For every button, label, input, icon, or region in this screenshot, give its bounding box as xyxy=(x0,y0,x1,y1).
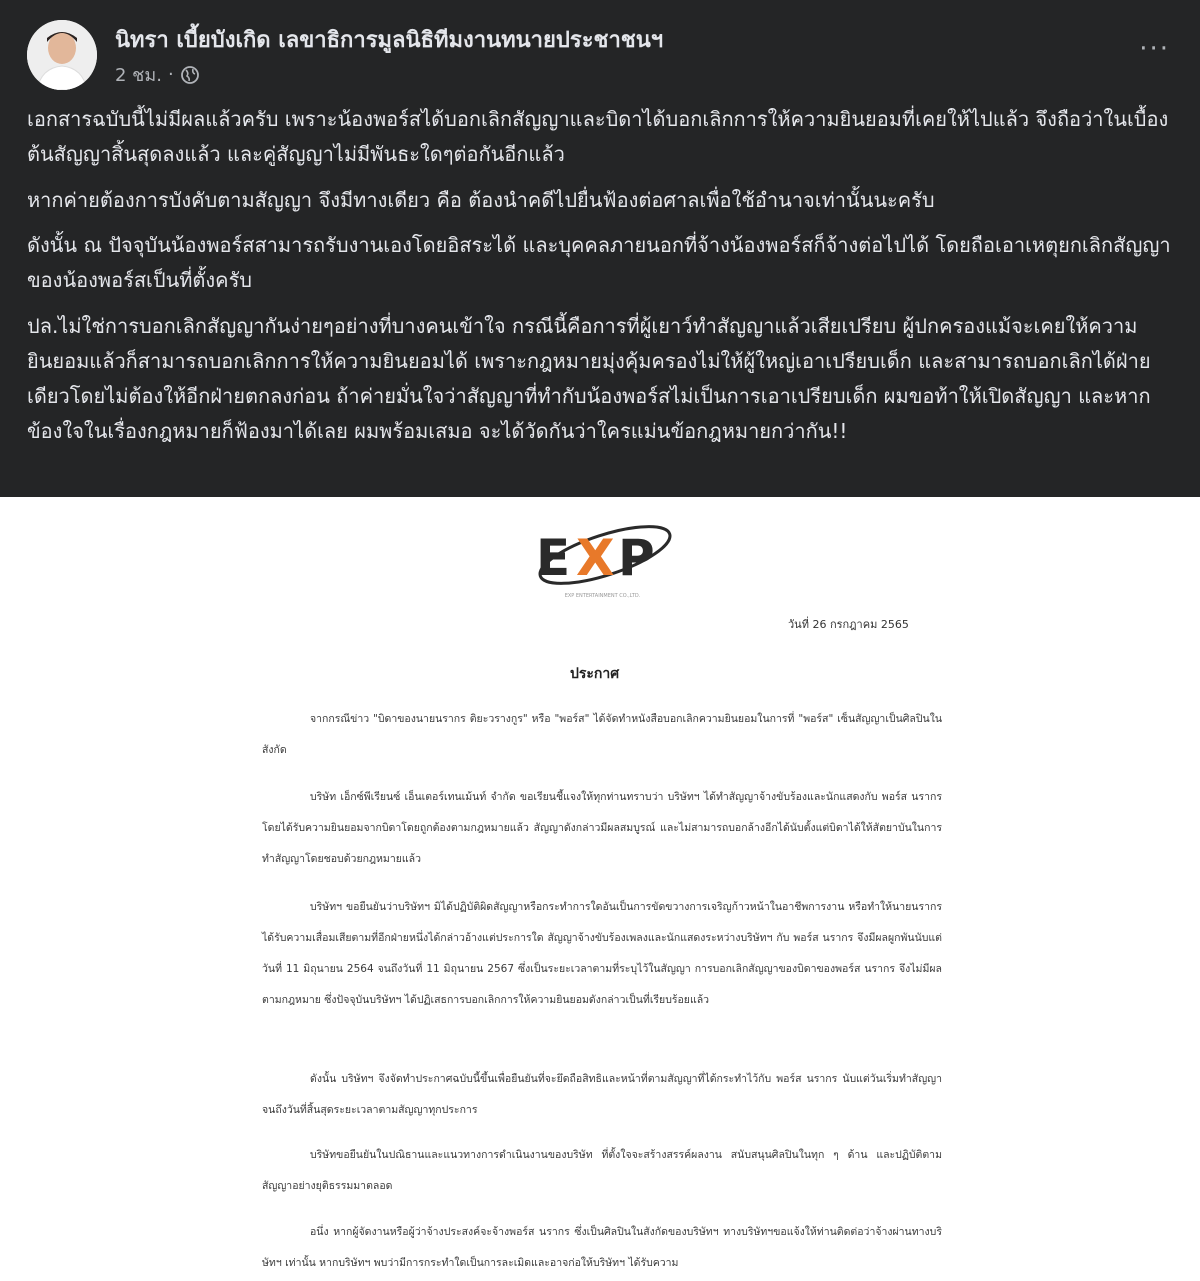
facebook-post xyxy=(0,0,1200,497)
post-meta xyxy=(115,60,200,89)
avatar-photo xyxy=(27,20,97,90)
meta-separator: · xyxy=(167,64,174,85)
document-paragraph: บริษัทฯ ขอยืนยันว่าบริษัทฯ มิได้ปฏิบัติผิดสัญญาหรือกระทำการใดอันเป็นการขัดขวางการเจริญก้าวหน้าในอาชีพการงาน หรือทำให้นายนรากร ได้รับความเสื่อมเสียตามที่อีกฝ่ายหนึ่งได้กล่าวอ้างแต่ประการใด สัญญาจ้างขับร้องเพลงและนักแสดงระหว่างบริษัทฯ กับ พอร์ส นรากร จึงมีผลผูกพันนับแต่วันที่ 11 มิถุนายน 2564 จนถึงวันที่ 11 มิถุนายน 2567 ซึ่งเป็นระยะเวลาตามที่ระบุไว้ในสัญญา การบอกเลิกสัญญาของบิดาของพอร์ส นรากร จึงไม่มีผลตามกฎหมาย ซึ่งปัจจุบันบริษัทฯ ได้ปฏิเสธการบอกเลิกการให้ความยินยอมดังกล่าวเป็นที่เรียบร้อยแล้ว xyxy=(262,901,942,1006)
attached-document-image[interactable] xyxy=(0,497,1200,1281)
document-paragraph: บริษัทขอยืนยันในปณิธานและแนวทางการดำเนินงานของบริษัท ที่ตั้งใจจะสร้างสรรค์ผลงาน สนับสนุนศิลปินในทุก ๆ ด้าน และปฏิบัติตามสัญญาอย่างยุติธรรมมาตลอด xyxy=(262,1149,942,1192)
post-paragraph: ปล.ไม่ใช่การบอกเลิกสัญญากันง่ายๆอย่างที่บางคนเข้าใจ กรณีนี้คือการที่ผู้เยาว์ทำสัญญาแล้วเสียเปรียบ ผู้ปกครองแม้จะเคยให้ความยินยอมแล้วก็สามารถบอกเลิกการให้ความยินยอมได้ เพราะกฎหมายมุ่งคุ้มครองไม่ให้ผู้ใหญ่เอาเปรียบเด็ก และสามารถบอกเลิกได้ฝ่ายเดียวโดยไม่ต้องให้อีกฝ่ายตกลงก่อน ถ้าค่ายมั่นใจว่าสัญญาที่ทำกับน้องพอร์สไม่เป็นการเอาเปรียบเด็ก ผมขอท้าให้เปิดสัญญา และหากข้องใจในเรื่องกฎหมายก็ฟ้องมาได้เลย ผมพร้อมเสมอ จะได้วัดกันว่าใครแม่นข้อกฎหมายกว่ากัน!! xyxy=(27,314,1151,443)
svg-text:X: X xyxy=(576,529,613,587)
exp-logo xyxy=(530,513,675,603)
document-paragraph: จากกรณีข่าว "บิดาของนายนรากร ติยะวรางกูร" หรือ "พอร์ส" ได้จัดทำหนังสือบอกเลิกความยินยอมในการที่ "พอร์ส" เซ็นสัญญาเป็นศิลปินในสังกัด xyxy=(262,713,942,756)
post-time[interactable]: 2 ชม. xyxy=(115,65,162,86)
document-date: วันที่ 26 กรกฎาคม 2565 xyxy=(788,618,909,631)
svg-text:E: E xyxy=(536,529,569,587)
svg-text:P: P xyxy=(618,529,653,587)
post-paragraph: หากค่ายต้องการบังคับตามสัญญา จึงมีทางเดียว คือ ต้องนำคดีไปยื่นฟ้องต่อศาลเพื่อใช้อำนาจเท่านั้นนะครับ xyxy=(27,188,935,212)
document-heading: ประกาศ xyxy=(570,666,620,682)
globe-icon[interactable] xyxy=(180,65,200,85)
author-name[interactable]: นิทรา เบี้ยบังเกิด เลขาธิการมูลนิธิทีมงานทนายประชาชนฯ xyxy=(115,28,664,53)
post-paragraph: เอกสารฉบับนี้ไม่มีผลแล้วครับ เพราะน้องพอร์สได้บอกเลิกสัญญาและบิดาได้บอกเลิกการให้ความยินยอมที่เคยให้ไปแล้ว จึงถือว่าในเบื้องต้นสัญญาสิ้นสุดลงแล้ว และคู่สัญญาไม่มีพันธะใดๆต่อกันอีกแล้ว xyxy=(27,107,1169,166)
author-avatar[interactable] xyxy=(27,20,97,90)
document-paragraph: อนึ่ง หากผู้จัดงานหรือผู้ว่าจ้างประสงค์จะจ้างพอร์ส นรากร ซึ่งเป็นศิลปินในสังกัดของบริษัทฯ ทางบริษัทฯขอแจ้งให้ท่านติดต่อว่าจ้างผ่านทางบริษัทฯ เท่านั้น หากบริษัทฯ พบว่ามีการกระทำใดเป็นการละเมิดและอาจก่อให้บริษัทฯ ได้รับความ xyxy=(262,1226,942,1269)
document-paragraph: ดังนั้น บริษัทฯ จึงจัดทำประกาศฉบับนี้ขึ้นเพื่อยืนยันที่จะยึดถือสิทธิและหน้าที่ตามสัญญาที่ได้กระทำไว้กับ พอร์ส นรากร นับแต่วันเริ่มทำสัญญาจนถึงวันที่สิ้นสุดระยะเวลาตามสัญญาทุกประการ xyxy=(262,1073,942,1116)
more-options-icon[interactable]: ··· xyxy=(1139,34,1170,64)
document-paragraph: บริษัท เอ็กซ์พีเรียนซ์ เอ็นเตอร์เทนเม้นท์ จำกัด ขอเรียนชี้แจงให้ทุกท่านทราบว่า บริษัทฯ ได้ทำสัญญาจ้างขับร้องและนักแสดงกับ พอร์ส นรากร โดยได้รับความยินยอมจากบิดาโดยถูกต้องตามกฎหมายแล้ว สัญญาดังกล่าวมีผลสมบูรณ์ และไม่สามารถบอกล้างอีกได้นับตั้งแต่บิดาได้ให้สัตยาบันในการทำสัญญาโดยชอบด้วยกฎหมายแล้ว xyxy=(262,791,942,865)
logo-company-name: EXP ENTERTAINMENT CO.,LTD. xyxy=(564,593,641,599)
post-paragraph: ดังนั้น ณ ปัจจุบันน้องพอร์สสามารถรับงานเองโดยอิสระได้ และบุคคลภายนอกที่จ้างน้องพอร์สก็จ้างต่อไปได้ โดยถือเอาเหตุยกเลิกสัญญาของน้องพอร์สเป็นที่ตั้งครับ xyxy=(27,233,1171,292)
